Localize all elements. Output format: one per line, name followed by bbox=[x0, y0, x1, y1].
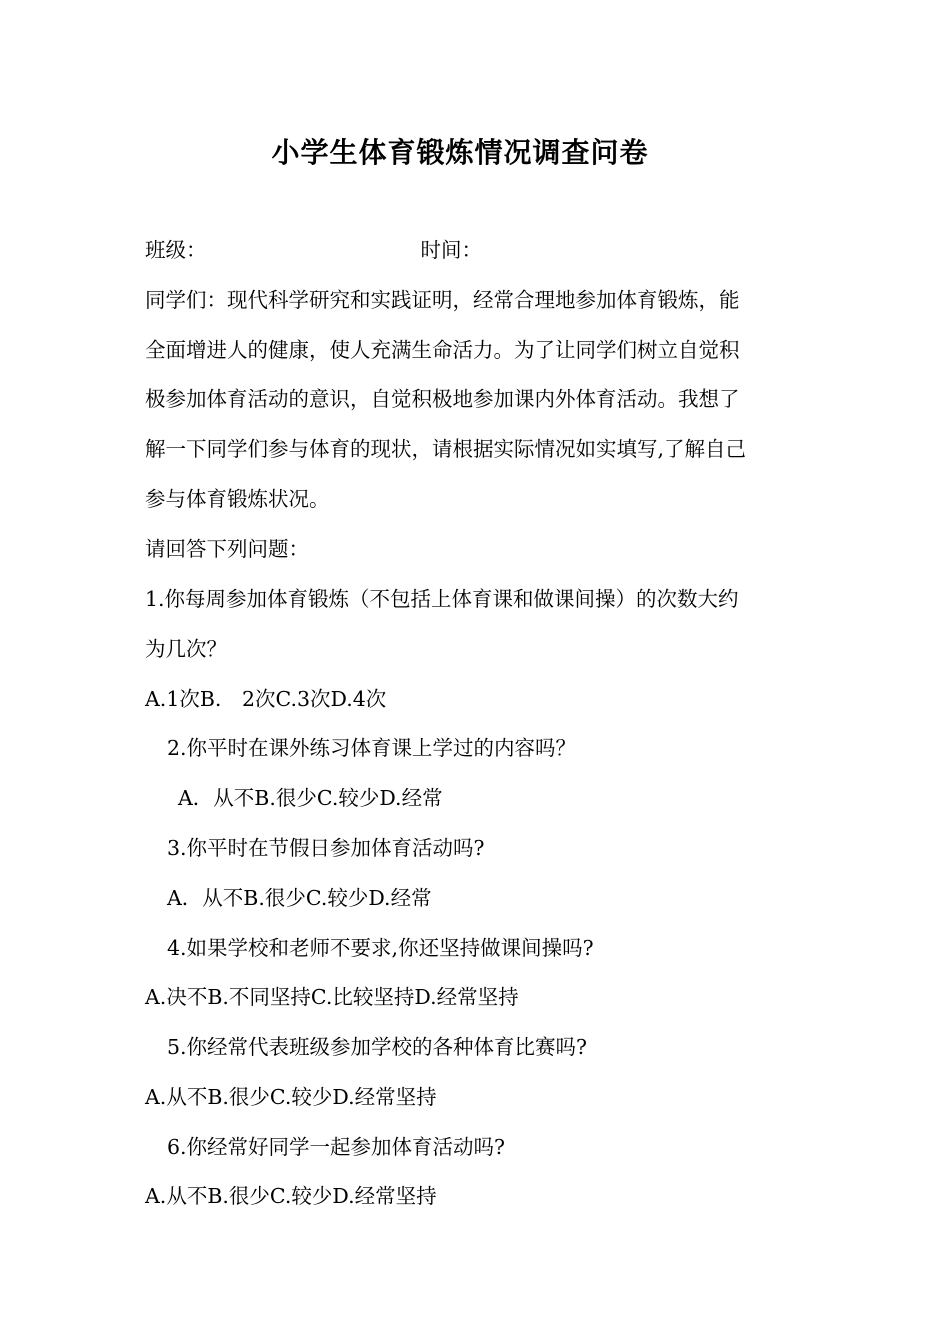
question-3: 3.你平时在节假日参加体育活动吗? bbox=[167, 836, 485, 860]
intro-line-3: 极参加体育活动的意识，自觉积极地参加课内外体育活动。我想了 bbox=[145, 387, 740, 411]
intro-line-1: 同学们：现代科学研究和实践证明，经常合理地参加体育锻炼，能 bbox=[145, 288, 740, 312]
question-2-options: A．从不B.很少C.较少D.经常 bbox=[178, 786, 443, 810]
question-2: 2.你平时在课外练习体育课上学过的内容吗？ bbox=[167, 736, 577, 760]
question-3-options: A．从不B.很少C.较少D.经常 bbox=[167, 886, 432, 910]
question-4-options: A.决不B.不同坚持C.比较坚持D.经常坚持 bbox=[145, 985, 519, 1009]
question-5-options: A.从不B.很少C.较少D.经常坚持 bbox=[145, 1085, 437, 1109]
question-1-line-2: 为几次？ bbox=[145, 637, 227, 661]
class-label: 班级： bbox=[145, 238, 207, 262]
intro-line-4: 解一下同学们参与体育的现状，请根据实际情况如实填写,了解自己 bbox=[145, 437, 747, 461]
intro-line-5: 参与体育锻炼状况。 bbox=[145, 487, 330, 511]
question-5: 5.你经常代表班级参加学校的各种体育比赛吗? bbox=[167, 1035, 588, 1059]
question-prompt: 请回答下列问题： bbox=[145, 537, 309, 561]
question-1-options: A.1次B. 2次C.3次D.4次 bbox=[145, 687, 387, 711]
time-label: 时间： bbox=[420, 238, 482, 262]
question-1-line-1: 1.你每周参加体育锻炼（不包括上体育课和做课间操）的次数大约 bbox=[145, 587, 739, 611]
header-fields bbox=[145, 235, 825, 265]
question-6-options: A.从不B.很少C.较少D.经常坚持 bbox=[145, 1184, 437, 1208]
question-4: 4.如果学校和老师不要求,你还坚持做课间操吗? bbox=[167, 936, 594, 960]
question-6: 6.你经常好同学一起参加体育活动吗? bbox=[167, 1135, 506, 1159]
intro-line-2: 全面增进人的健康，使人充满生命活力。为了让同学们树立自觉积 bbox=[145, 338, 740, 362]
survey-title: 小学生体育锻炼情况调查问卷 bbox=[271, 136, 649, 169]
